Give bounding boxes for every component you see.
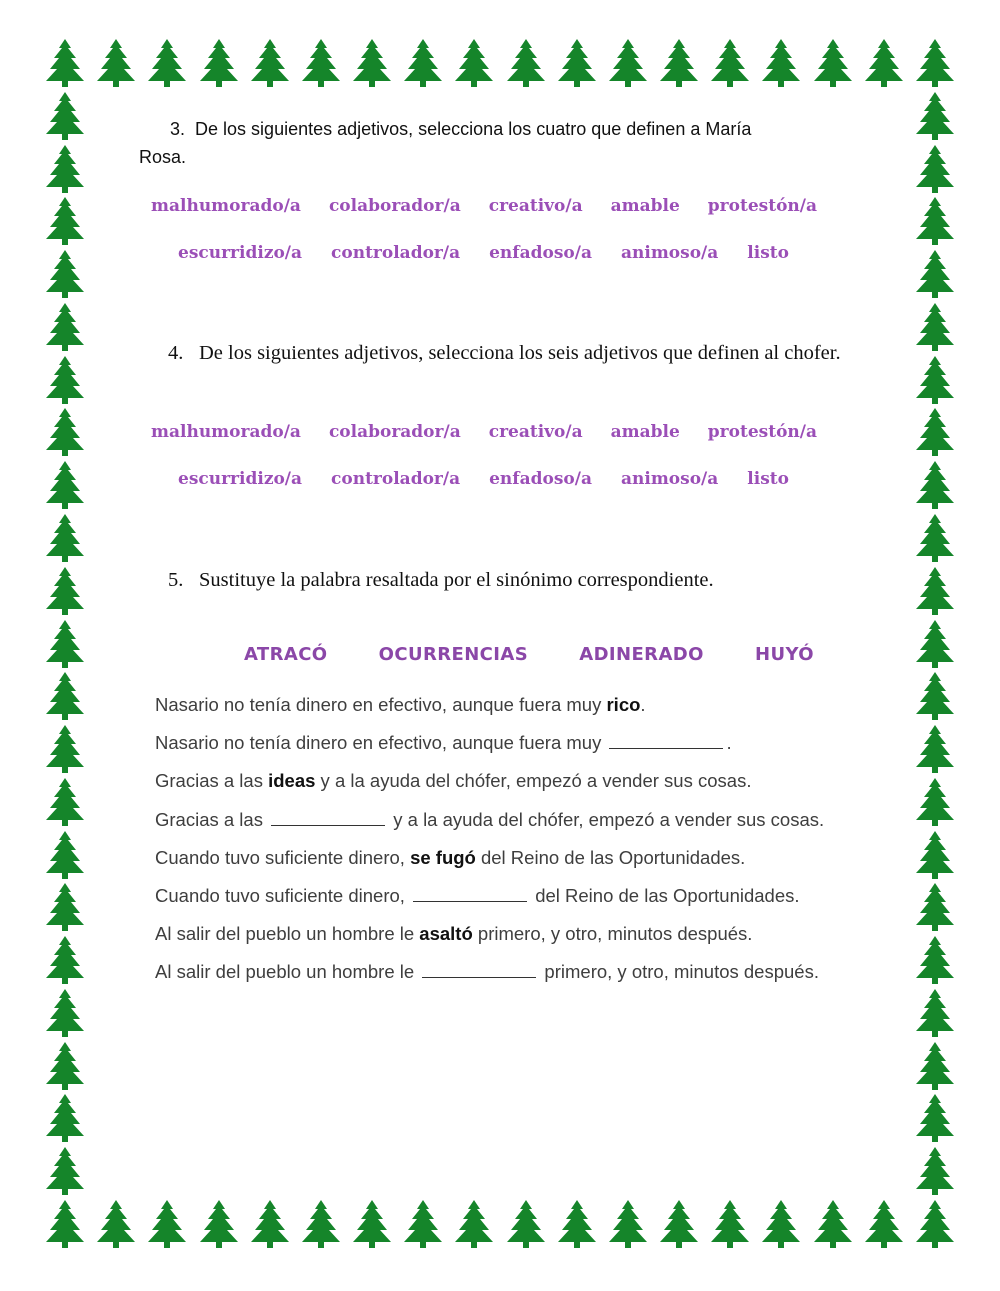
pine-tree-icon [347,1199,397,1249]
adjective-word[interactable]: escurridizo/a [178,469,303,489]
pine-tree-icon [910,302,960,352]
sentence-original: Al salir del pueblo un hombre le asaltó primero, y otro, minutos después. [155,923,753,945]
pine-tree-icon [603,1199,653,1249]
sentence-original: Gracias a las ideas y a la ayuda del chófer, empezó a vender sus cosas. [155,770,752,792]
pine-tree-icon [40,144,90,194]
pine-tree-icon [40,830,90,880]
pine-tree-icon [296,38,346,88]
pine-tree-icon [40,935,90,985]
pine-tree-icon [40,38,90,88]
pine-tree-icon [654,38,704,88]
pine-tree-icon [910,460,960,510]
answer-blank[interactable] [271,807,385,826]
question-4-number: 4. [168,342,184,364]
question-5-number: 5. [168,569,184,591]
pine-tree-icon [40,302,90,352]
pine-tree-icon [91,38,141,88]
pine-tree-icon [603,38,653,88]
sentence-original: Nasario no tenía dinero en efectivo, aunque fuera muy rico. [155,694,646,715]
adjective-word[interactable]: creativo/a [488,196,583,216]
pine-tree-icon [910,1146,960,1196]
pine-tree-icon [194,38,244,88]
pine-tree-icon [910,1041,960,1091]
pine-tree-icon [40,1146,90,1196]
pine-tree-icon [910,988,960,1038]
question-5 [168,565,868,596]
question-4-text: De los siguientes adjetivos, selecciona los seis adjetivos que definen al chofer. [199,342,841,364]
pine-tree-icon [756,1199,806,1249]
synonym-word[interactable]: OCURRENCIAS [378,644,529,665]
adjective-word[interactable]: protestón/a [707,196,817,216]
adjective-word[interactable]: animoso/a [620,243,719,263]
pine-tree-icon [910,830,960,880]
adjective-word[interactable]: amable [610,196,680,216]
pine-tree-icon [910,724,960,774]
adjective-word[interactable]: enfadoso/a [489,243,592,263]
answer-blank[interactable] [413,883,527,902]
adjective-word[interactable]: listo [747,469,789,489]
pine-tree-icon [910,196,960,246]
pine-tree-icon [859,38,909,88]
pine-tree-icon [501,1199,551,1249]
question-3-adjectives-row-1 [151,196,817,216]
sentence-fill-in: Cuando tuvo suficiente dinero, del Reino de las Oportunidades. [155,884,800,906]
pine-tree-icon [910,249,960,299]
pine-tree-icon [705,1199,755,1249]
pine-tree-icon [398,38,448,88]
pine-tree-icon [808,1199,858,1249]
pine-tree-icon [910,407,960,457]
pine-tree-icon [808,38,858,88]
synonym-word[interactable]: ADINERADO [579,644,704,665]
pine-tree-icon [40,724,90,774]
pine-tree-icon [552,1199,602,1249]
pine-tree-icon [449,38,499,88]
pine-tree-icon [859,1199,909,1249]
pine-tree-icon [194,1199,244,1249]
sentence-original: Cuando tuvo suficiente dinero, se fugó del Reino de las Oportunidades. [155,846,746,868]
pine-tree-icon [40,566,90,616]
pine-tree-icon [552,38,602,88]
adjective-word[interactable]: controlador/a [331,469,461,489]
pine-tree-icon [910,91,960,141]
synonym-word[interactable]: HUYÓ [754,644,814,665]
adjective-word[interactable]: escurridizo/a [178,243,303,263]
question-3-number: 3. [170,119,186,139]
adjective-word[interactable]: listo [747,243,789,263]
pine-tree-icon [756,38,806,88]
pine-tree-icon [142,38,192,88]
adjective-word[interactable]: protestón/a [707,422,817,442]
adjective-word[interactable]: malhumorado/a [151,196,301,216]
pine-tree-icon [40,91,90,141]
highlighted-word: rico [606,694,641,715]
pine-tree-icon [910,882,960,932]
highlighted-word: ideas [268,770,316,792]
sentence-fill-in: Gracias a las y a la ayuda del chófer, empezó a vender sus cosas. [155,808,825,830]
pine-tree-icon [501,38,551,88]
question-5-text: Sustituye la palabra resaltada por el sinónimo correspondiente. [199,569,714,591]
pine-tree-icon [40,1199,90,1249]
adjective-word[interactable]: animoso/a [620,469,719,489]
pine-tree-icon [91,1199,141,1249]
pine-tree-icon [398,1199,448,1249]
pine-tree-icon [40,988,90,1038]
pine-tree-icon [910,513,960,563]
adjective-word[interactable]: malhumorado/a [151,422,301,442]
pine-tree-icon [347,38,397,88]
pine-tree-icon [40,355,90,405]
pine-tree-icon [910,671,960,721]
pine-tree-icon [910,1093,960,1143]
adjective-word[interactable]: creativo/a [488,422,583,442]
pine-tree-icon [40,1041,90,1091]
question-4-adjectives-row-2 [178,469,789,489]
pine-tree-icon [40,882,90,932]
pine-tree-icon [40,619,90,669]
pine-tree-icon [910,777,960,827]
pine-tree-icon [40,671,90,721]
sentence-fill-in: Al salir del pueblo un hombre le primero, y otro, minutos después. [155,961,819,983]
question-4-adjectives-row-1 [151,422,817,442]
adjective-word[interactable]: controlador/a [331,243,461,263]
question-3-line-1 [170,119,751,140]
pine-tree-icon [40,196,90,246]
answer-blank[interactable] [422,959,536,978]
question-3-text: De los siguientes adjetivos, selecciona los cuatro que definen a María [195,119,752,139]
pine-tree-icon [910,38,960,88]
pine-tree-icon [40,777,90,827]
adjective-word[interactable]: colaborador/a [328,422,461,442]
sentence-fill-in: Nasario no tenía dinero en efectivo, aunque fuera muy . [155,732,732,754]
pine-tree-icon [40,513,90,563]
pine-tree-icon [910,935,960,985]
question-3-adjectives-row-2 [178,243,789,263]
pine-tree-icon [245,38,295,88]
pine-tree-icon [40,249,90,299]
pine-tree-icon [142,1199,192,1249]
adjective-word[interactable]: enfadoso/a [489,469,592,489]
pine-tree-icon [705,38,755,88]
pine-tree-icon [910,144,960,194]
pine-tree-icon [910,619,960,669]
sentence-list [155,691,915,997]
pine-tree-icon [245,1199,295,1249]
synonym-word[interactable]: ATRACÓ [244,644,328,665]
adjective-word[interactable]: colaborador/a [328,196,461,216]
pine-tree-icon [40,407,90,457]
pine-tree-icon [40,460,90,510]
pine-tree-icon [654,1199,704,1249]
pine-tree-icon [910,1199,960,1249]
pine-tree-icon [40,1093,90,1143]
answer-blank[interactable] [609,730,723,749]
pine-tree-icon [910,566,960,616]
question-3-line-2: Rosa. [139,147,187,167]
pine-tree-icon [449,1199,499,1249]
highlighted-word: asaltó [419,923,473,945]
question-4 [168,338,858,369]
pine-tree-icon [910,355,960,405]
pine-tree-icon [296,1199,346,1249]
adjective-word[interactable]: amable [610,422,680,442]
highlighted-word: se fugó [410,846,476,868]
synonym-word-bank [244,644,814,665]
